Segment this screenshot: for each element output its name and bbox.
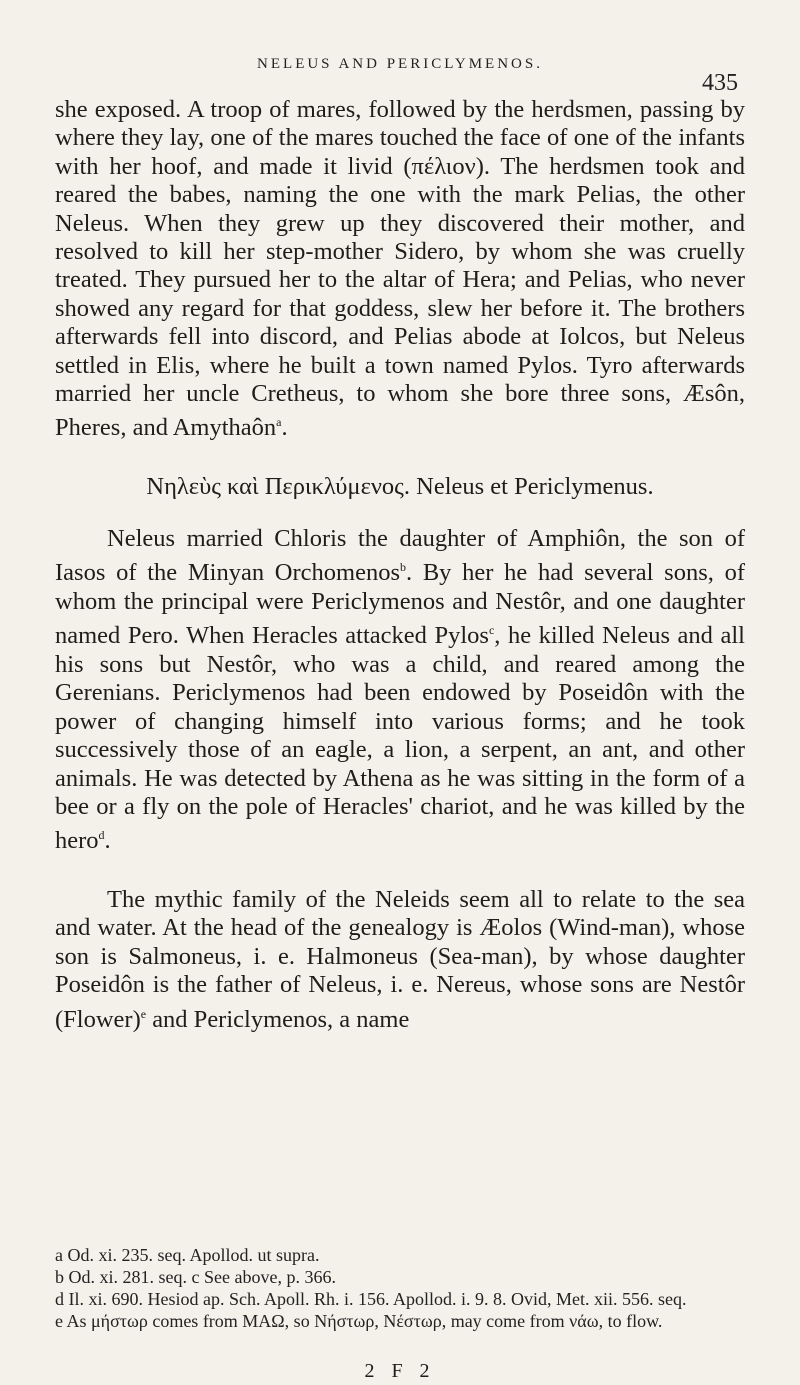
footnote-e: e As μήστωρ comes from ΜΑΩ, so Νήστωρ, Νέστωρ, may come from νάω, to flow. bbox=[55, 1311, 663, 1331]
footnote-ref-c: c bbox=[488, 623, 495, 638]
signature-mark: 2 F 2 bbox=[364, 1360, 436, 1382]
page-header bbox=[0, 56, 800, 96]
paragraph-2-text: Neleus married Chloris the daughter of Amphiôn, the son of Iasos of the Minyan Orchomenos bbox=[55, 525, 745, 587]
footnote-ref-a: a bbox=[276, 415, 282, 430]
footnote-d: d Il. xi. 690. Hesiod ap. Sch. Apoll. Rh. i. 156. Apollod. i. 9. 8. Ovid, Met. xii. 556. seq. bbox=[55, 1289, 687, 1309]
footnotes bbox=[55, 1244, 745, 1332]
footnote-ref-e: e bbox=[140, 1006, 147, 1021]
paragraph-gap bbox=[55, 856, 745, 886]
paragraph-3 bbox=[55, 886, 745, 1034]
paragraph-2-text-b: . By her he had several sons, of whom the principal were Periclymenos and Nestôr, and one daughter named Pero. When Heracles attacked Pylos bbox=[55, 559, 745, 650]
footnote-b-c: b Od. xi. 281. seq. c See above, p. 366. bbox=[55, 1267, 336, 1287]
paragraph-1-text: she exposed. A troop of mares, followed by the herdsmen, passing by where they lay, one of the mares touched the face of one of the infants with her hoof, and made it livid (πέλιον). The herdsmen took and reared the babes, naming the one with the mark Pelias, the other Neleus. When they grew up they discovered their mother, and resolved to kill her step-mother Sidero, by whom she was cruelly treated. They pursued her to the altar of Hera; and Pelias, who never showed any regard for that goddess, slew her before it. The brothers afterwards fell into discord, and Pelias abode at Iolcos, but Neleus settled in Elis, where he built a town named Pylos. Tyro afterwards married her uncle Cretheus, to whom she bore three sons, Æsôn, Pheres, and Amythaôn bbox=[55, 96, 745, 442]
paragraph-2: Neleus married Chloris the daughter of Amphiôn, the son of Iasos of the Minyan Orchomenos$^b$. By her he had several sons, of whom the principal were Periclymenos and Nestôr, and one daughter named Pero. When Heracles attacked Pylos$^c$, he killed Neleus and all his sons but Nestôr, who was a child, and reared among the Gerenians. Periclymenos had been endowed by Poseidôn with the power of changing himself into various forms; and he took successively those of an eagle, a lion, a serpent, an ant, and other animals. He was detected by Athena as he was sitting in the form of a bee or a fly on the pole of Heracles' chariot, and he was killed by the hero$^d$. bbox=[55, 525, 745, 855]
running-head: NELEUS AND PERICLYMENOS. bbox=[257, 56, 543, 72]
footnote-ref-b: b bbox=[399, 560, 406, 575]
main-text bbox=[55, 96, 745, 1034]
paragraph-3-text-b: and Periclymenos, a name bbox=[146, 1005, 410, 1033]
paragraph-2-text-c: , he killed Neleus and all his sons but Nestôr, who was a child, and reared among the Gerenians. Periclymenos had been endowed by Poseidôn with the power of changing himself into various forms; and he took successively those of an eagle, a lion, a serpent, an ant, and other animals. He was detected by Athena as he was sitting in the form of a bee or a fly on the pole of Heracles' chariot, and he was killed by the hero bbox=[55, 622, 745, 855]
paragraph-3-text: The mythic family of the Neleids seem all to relate to the sea and water. At the head of the genealogy is Æolos (Wind-man), whose son is Salmoneus, i. e. Halmoneus (Sea-man), by whose daughter Poseidôn is the father of Neleus, i. e. Nereus, whose sons are Nestôr (Flower) bbox=[55, 885, 745, 1033]
page-number: 435 bbox=[702, 70, 738, 96]
paragraph-1: she exposed. A troop of mares, followed by the herdsmen, passing by where they lay, one of the mares touched the face of one of the infants with her hoof, and made it livid (πέλιον). The herdsmen took and reared the babes, naming the one with the mark Pelias, the other Neleus. When they grew up they discovered their mother, and resolved to kill her step-mother Sidero, by whom she was cruelly treated. They pursued her to the altar of Hera; and Pelias, who never showed any regard for that goddess, slew her before it. The brothers afterwards fell into discord, and Pelias abode at Iolcos, but Neleus settled in Elis, where he built a town named Pylos. Tyro afterwards married her uncle Cretheus, to whom she bore three sons, Æsôn, Pheres, and Amythaôn$^a$. bbox=[55, 96, 745, 442]
footnote-a: a Od. xi. 235. seq. Apollod. ut supra. bbox=[55, 1245, 320, 1265]
footnote-ref-d: d bbox=[98, 828, 105, 843]
section-heading: Νηλεὺς καὶ Περικλύμενος. Neleus et Periclymenus. bbox=[146, 473, 654, 501]
